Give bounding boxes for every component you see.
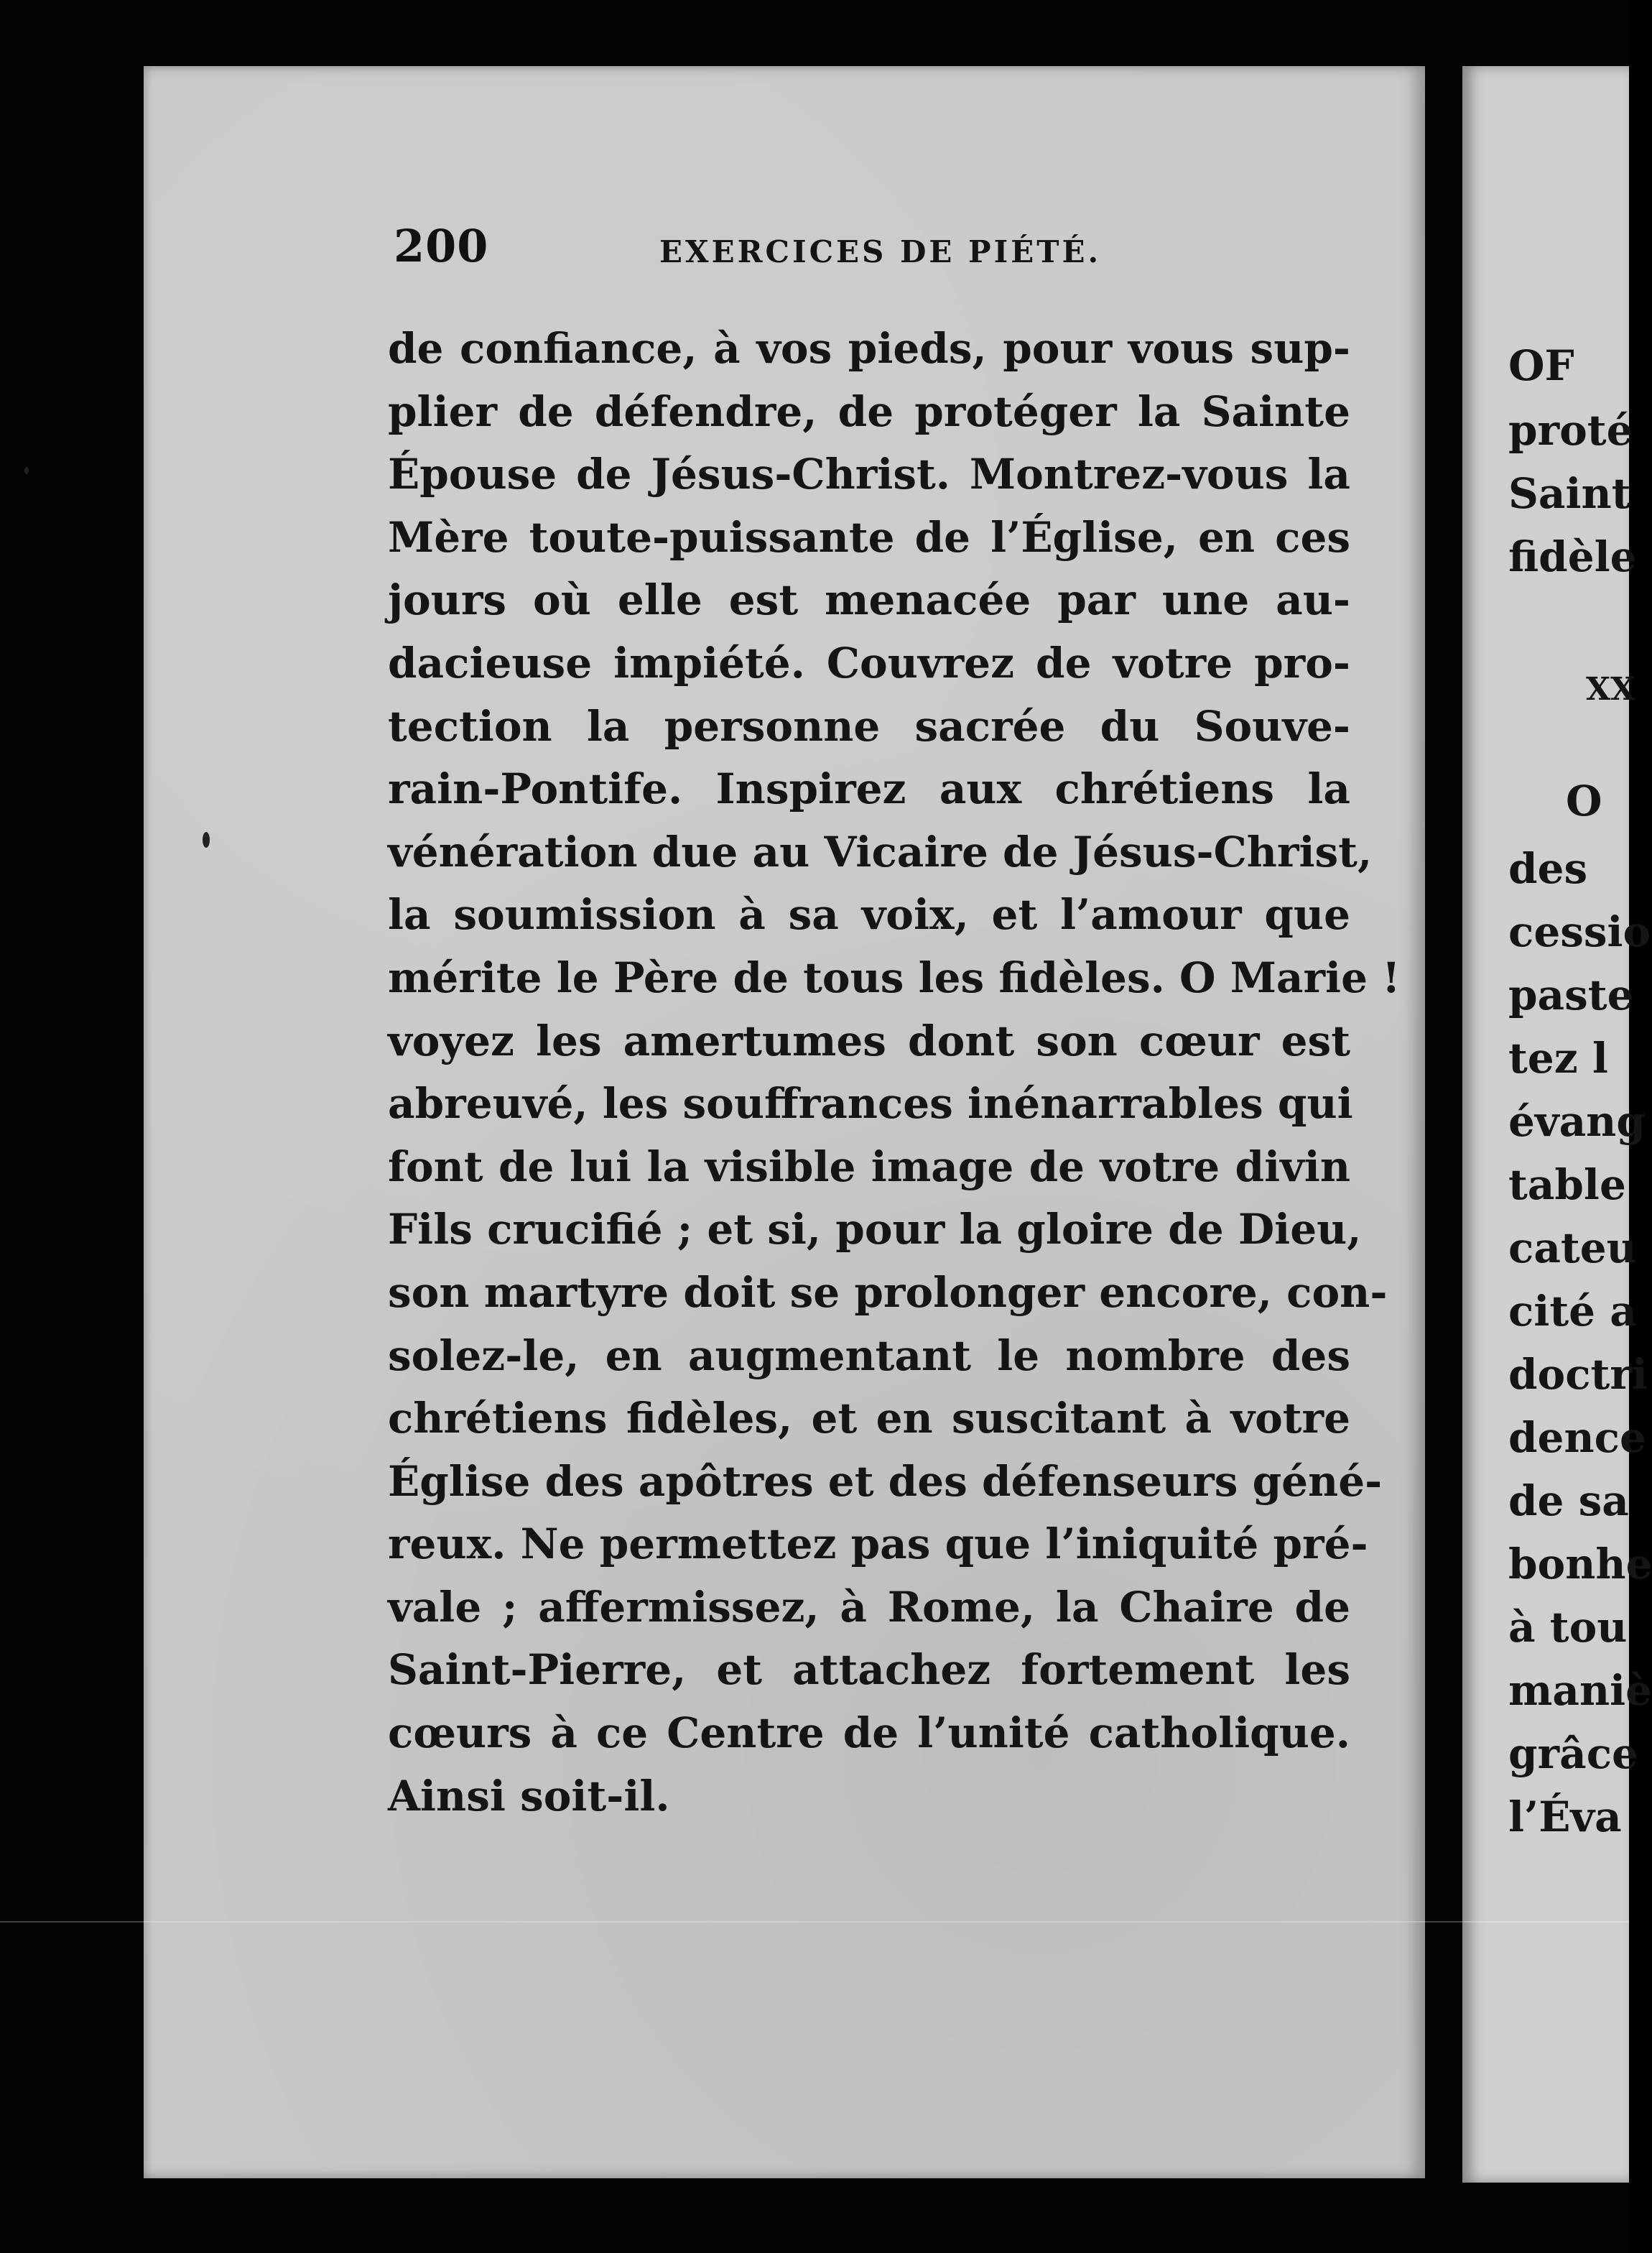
text-line: abreuvé, les souffrances inénarrables qui: [388, 1079, 1353, 1129]
text-line: Fils crucifié ; et si, pour la gloire de Dieu,: [388, 1205, 1362, 1254]
facing-page-fragment: de sa: [1508, 1476, 1629, 1525]
facing-page-fragment: évang: [1508, 1097, 1646, 1146]
facing-page-fragment: des: [1508, 844, 1588, 893]
text-line: Église des apôtres et des défenseurs géné-: [388, 1456, 1383, 1506]
facing-page-fragment: grâce: [1508, 1729, 1638, 1778]
facing-page-fragment: XX: [1586, 671, 1635, 708]
text-line: Épouse de Jésus-Christ. Montrez-vous la: [388, 450, 1350, 499]
text-line: Ainsi soit-il.: [388, 1771, 670, 1821]
text-line: Saint-Pierre, et attachez fortement les: [388, 1645, 1350, 1695]
text-line: rain-Pontife. Inspirez aux chrétiens la: [388, 764, 1350, 814]
text-line: vale ; affermissez, à Rome, la Chaire de: [388, 1582, 1350, 1632]
facing-page-fragment: Saint: [1508, 469, 1631, 518]
scan-speck: [24, 467, 29, 474]
facing-page-fragment: l’Éva: [1508, 1792, 1622, 1841]
text-line: tection la personne sacrée du Souve-: [388, 701, 1350, 751]
scan-artifact-line: [0, 1921, 1629, 1923]
scan-speck: [203, 832, 210, 848]
facing-page-fragment: table: [1508, 1160, 1626, 1209]
facing-page-fragment: fidèle: [1508, 532, 1637, 581]
text-line: cœurs à ce Centre de l’unité catholique.: [388, 1708, 1350, 1758]
text-line: solez-le, en augmentant le nombre des: [388, 1331, 1350, 1380]
facing-page: [1462, 66, 1652, 2183]
facing-page-fragment: à tou: [1508, 1603, 1628, 1652]
text-line: font de lui la visible image de votre divin: [388, 1142, 1350, 1191]
facing-page-fragment: cateu: [1508, 1223, 1637, 1272]
text-line: mérite le Père de tous les fidèles. O Marie !: [388, 953, 1401, 1002]
facing-page-fragment: cessio: [1508, 907, 1651, 956]
text-line: chrétiens fidèles, et en suscitant à votre: [388, 1394, 1350, 1443]
facing-page-fragment: tez l: [1508, 1034, 1608, 1083]
text-line: de confiance, à vos pieds, pour vous sup-: [388, 324, 1350, 373]
text-line: jours où elle est menacée par une au-: [388, 575, 1350, 625]
text-line: son martyre doit se prolonger encore, con-: [388, 1267, 1388, 1317]
facing-page-fragment: OF: [1508, 341, 1574, 390]
facing-page-fragment: maniè: [1508, 1666, 1652, 1715]
body-text: [388, 318, 1401, 1828]
facing-page-fragment: doctri: [1508, 1350, 1648, 1399]
text-line: reux. Ne permettez pas que l’iniquité pré-: [388, 1519, 1368, 1569]
text-line: Mère toute-puissante de l’Église, en ces: [388, 512, 1350, 562]
facing-page-fragment: cité a: [1508, 1287, 1637, 1336]
facing-page-fragment: bonhe: [1508, 1540, 1652, 1588]
facing-page-fragment: proté: [1508, 406, 1633, 455]
facing-page-fragment: paste: [1508, 971, 1634, 1019]
text-line: voyez les amertumes dont son cœur est: [388, 1016, 1350, 1065]
text-line: la soumission à sa voix, et l’amour que: [388, 890, 1350, 940]
text-line: dacieuse impiété. Couvrez de votre pro-: [388, 638, 1350, 688]
running-head: EXERCICES DE PIÉTÉ.: [659, 234, 1102, 269]
page-number: 200: [394, 220, 489, 272]
text-line: plier de défendre, de protéger la Sainte: [388, 387, 1350, 436]
text-line: vénération due au Vicaire de Jésus-Christ,: [388, 827, 1373, 876]
facing-page-fragment: dence: [1508, 1413, 1646, 1462]
facing-page-fragment: O: [1566, 777, 1602, 825]
